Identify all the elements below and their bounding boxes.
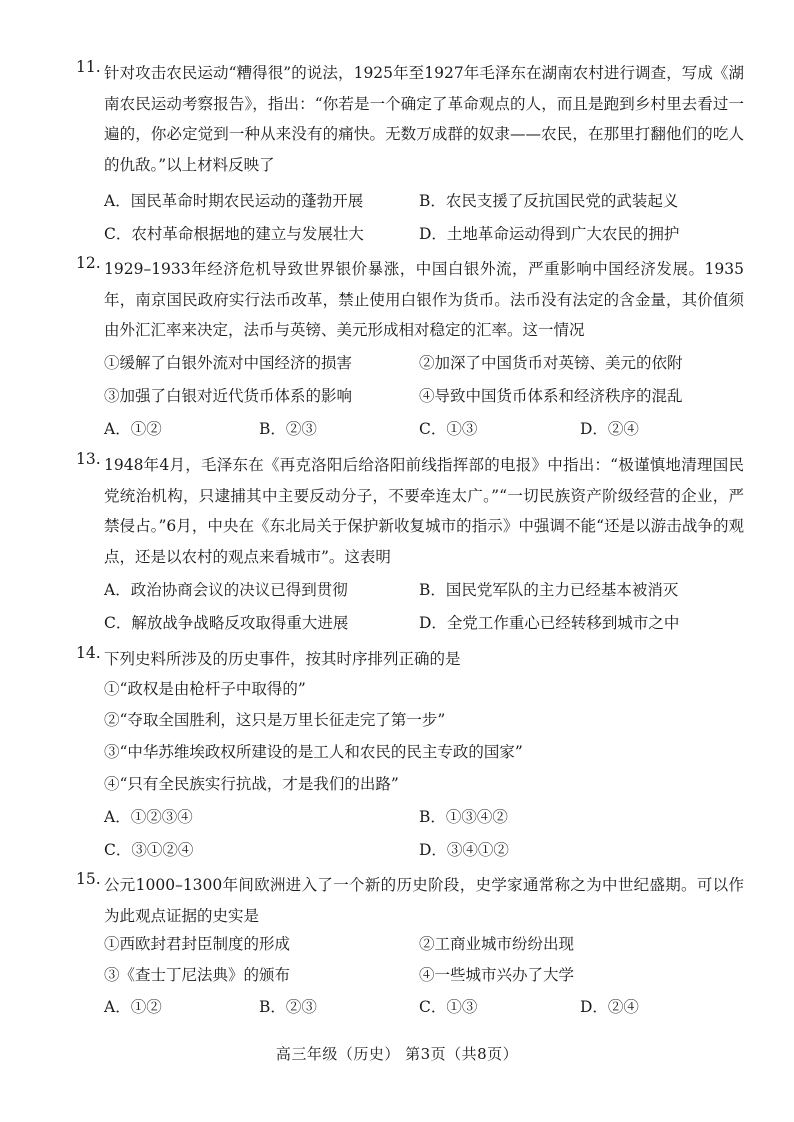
statement-4: ④导致中国货币体系和经济秩序的混乱 xyxy=(419,387,683,405)
option-a[interactable]: A．政治协商会议的决议已得到贯彻 xyxy=(104,581,348,599)
option-b[interactable]: B．国民党军队的主力已经基本被消灭 xyxy=(419,581,679,599)
question-stem: 1929–1933年经济危机导致世界银价暴涨，中国白银外流，严重影响中国经济发展。1935年，南京国民政府实行法币改革，禁止使用白银作为货币。法币没有法定的含金量，其价值须由外汇汇率来决定，法币与英镑、美元形成相对稳定的汇率。这一情况 xyxy=(104,260,744,339)
option-b[interactable]: B．①③④② xyxy=(419,808,508,826)
statement-1: ①西欧封君封臣制度的形成 xyxy=(104,935,291,953)
question-stem: 1948年4月，毛泽东在《再克洛阳后给洛阳前线指挥部的电报》中指出：“极谨慎地清理国民党统治机构，只逮捕其中主要反动分子，不要牵连太广。”“一切民族资产阶级经营的企业，严禁侵占。”6月，中央在《东北局关于保护新收复城市的指示》中强调不能“还是以游击战争的观点，还是以农村的观点来看城市”。这表明 xyxy=(104,456,744,566)
option-d[interactable]: D．②④ xyxy=(580,998,639,1016)
option-b[interactable]: B．②③ xyxy=(259,420,317,438)
statement-3: ③加强了白银对近代货币体系的影响 xyxy=(104,387,353,405)
question-number: 15. xyxy=(76,870,101,888)
option-d[interactable]: D．②④ xyxy=(580,420,639,438)
option-c[interactable]: C．③①②④ xyxy=(104,841,194,859)
option-b[interactable]: B．②③ xyxy=(259,998,317,1016)
question-number: 14. xyxy=(76,644,101,662)
option-c[interactable]: C．①③ xyxy=(419,998,478,1016)
option-c[interactable]: C．①③ xyxy=(419,420,478,438)
option-c[interactable]: C．农村革命根据地的建立与发展壮大 xyxy=(104,225,364,243)
statement-2: ②工商业城市纷纷出现 xyxy=(419,935,575,953)
statement-2: ②“夺取全国胜利，这只是万里长征走完了第一步” xyxy=(104,711,446,729)
option-d[interactable]: D．③④①② xyxy=(419,841,509,859)
statement-2: ②加深了中国货币对英镑、美元的依附 xyxy=(419,354,683,372)
question-stem: 公元1000–1300年间欧洲进入了一个新的历史阶段，史学家通常称之为中世纪盛期。可以作为此观点证据的史实是 xyxy=(104,876,744,925)
question-11 xyxy=(76,58,744,180)
page-footer: 高三年级（历史） 第3页（共8页） xyxy=(275,1045,519,1063)
option-a[interactable]: A．①② xyxy=(104,420,162,438)
option-d[interactable]: D．全党工作重心已经转移到城市之中 xyxy=(419,614,680,632)
question-13 xyxy=(76,450,744,572)
statement-1: ①“政权是由枪杆子中取得的” xyxy=(104,680,306,698)
question-number: 11. xyxy=(76,58,101,76)
option-c[interactable]: C．解放战争战略反攻取得重大进展 xyxy=(104,614,349,632)
statement-4: ④一些城市兴办了大学 xyxy=(419,966,575,984)
question-14 xyxy=(76,644,744,675)
question-15 xyxy=(76,870,744,931)
question-number: 13. xyxy=(76,450,101,468)
statement-1: ①缓解了白银外流对中国经济的损害 xyxy=(104,354,353,372)
question-number: 12. xyxy=(76,254,101,272)
option-a[interactable]: A．①② xyxy=(104,998,162,1016)
statement-3: ③《查士丁尼法典》的颁布 xyxy=(104,966,291,984)
option-d[interactable]: D．土地革命运动得到广大农民的拥护 xyxy=(419,225,680,243)
option-a[interactable]: A．①②③④ xyxy=(104,808,193,826)
option-b[interactable]: B．农民支援了反抗国民党的武装起义 xyxy=(419,192,679,210)
question-stem: 下列史料所涉及的历史事件，按其时序排列正确的是 xyxy=(104,650,461,668)
statement-3: ③“中华苏维埃政权所建设的是工人和农民的民主专政的国家” xyxy=(104,743,523,761)
statement-4: ④“只有全民族实行抗战，才是我们的出路” xyxy=(104,775,399,793)
question-stem: 针对攻击农民运动“糟得很”的说法，1925年至1927年毛泽东在湖南农村进行调查，写成《湖南农民运动考察报告》，指出：“你若是一个确定了革命观点的人，而且是跑到乡村里去看过一遍的，你必定觉到一种从来没有的痛快。无数万成群的奴隶——农民，在那里打翻他们的吃人的仇敌。”以上材料反映了 xyxy=(104,64,744,174)
option-a[interactable]: A．国民革命时期农民运动的蓬勃开展 xyxy=(104,192,364,210)
question-12 xyxy=(76,254,744,346)
